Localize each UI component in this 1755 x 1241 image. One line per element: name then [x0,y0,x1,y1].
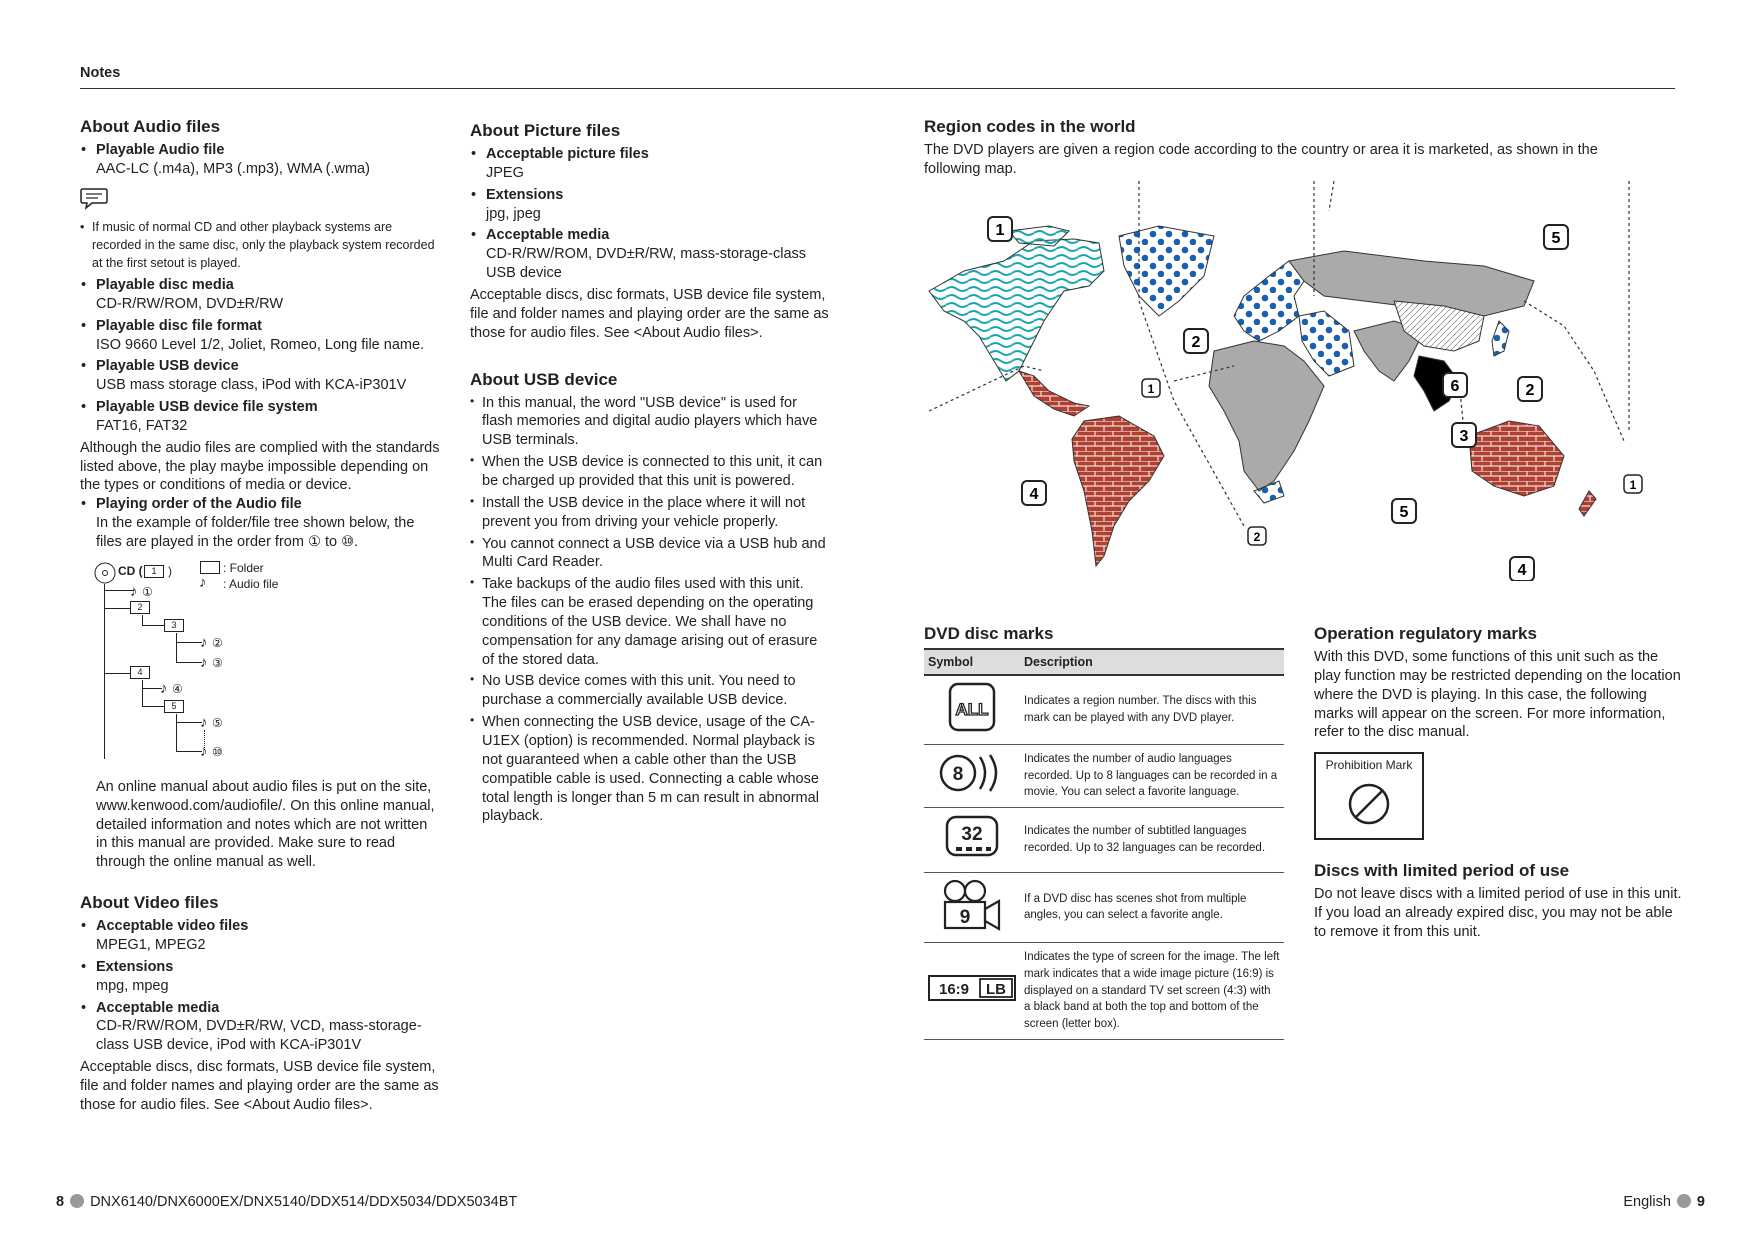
tree-cd-close: ) [168,563,172,578]
region-4-south-america [1072,416,1164,566]
audio-note: • If music of normal CD and other playback systems are recorded in the same disc, only the playback system recorded at the first setout is played. [80,218,440,272]
region-1-north-america [929,226,1104,381]
tree-folder-4: 4 [130,666,150,679]
desc-cell: Indicates the number of audio languages recorded. Up to 8 languages can be recorded in a movie. You can select a favorite language. [1020,744,1284,807]
video-files-value: MPEG1, MPEG2 [96,936,206,953]
picture-list [470,145,830,283]
video-item-files [80,917,440,955]
footer-language: English [1623,1194,1671,1210]
region-1-greenland [1119,226,1214,316]
column-right [924,116,1684,1030]
operation-heading: Operation regulatory marks [1314,624,1537,643]
table-row [924,744,1284,807]
header-divider [80,88,1675,89]
region-all-icon [948,682,996,732]
table-row [924,943,1284,1039]
usb-fs-value: FAT16, FAT32 [96,417,188,434]
picture-heading: About Picture files [470,121,621,140]
tree-folder-2: 2 [130,601,150,614]
symbol-169-text: 16:9 [938,981,970,999]
desc-cell: Indicates a region number. The discs with this mark can be played with any DVD player. [1020,675,1284,744]
region-2-japan [1492,321,1509,356]
usb-item: • When the USB device is connected to this unit, it can be charged up provided that this unit is powered. [470,453,830,491]
symbol-all-cell [924,675,1020,744]
region-heading: Region codes in the world [924,117,1136,136]
aspect-ratio-letterbox-icon [928,974,1016,1002]
operation-para: With this DVD, some functions of this unit such as the play function may be restricted depending on the location where the DVD is playing. In this case, the following marks will appear on the screen. For more information, refer to the disc manual. [1314,649,1681,741]
disc-media-title: • Playable disc media [96,277,234,293]
symbol-subtitle-cell [924,807,1020,872]
region-5-africa [1209,341,1324,491]
table-row [924,675,1284,744]
tree-file-3-num: ③ [212,655,223,670]
audio-languages-icon [938,751,1006,795]
region-label: 5 [1551,229,1561,247]
tree-folder-3: 3 [164,619,184,632]
picture-media-title: • Acceptable media [486,227,610,244]
video-list [80,917,440,1055]
tree-file-5-icon: ♪ [200,713,208,731]
col-desc-header: Description [1020,649,1284,675]
video-files-title: • Acceptable video files [96,918,249,935]
dvd-marks-table [924,648,1284,1040]
table-row [924,872,1284,943]
desc-cell: Indicates the number of subtitled languages recorded. Up to 32 languages can be recorded. [1020,807,1284,872]
region-map [924,181,1644,581]
symbol-angle-cell [924,872,1020,943]
audio-playable-value: AAC-LC (.m4a), MP3 (.mp3), WMA (.wma) [96,160,370,177]
limited-para: Do not leave discs with a limited period of use in this unit. If you load an already expired disc, you may not be able to remove it from this unit. [1314,886,1682,941]
video-item-ext [80,958,440,996]
region-label: 4 [1029,485,1039,503]
tree-file-2-num: ② [212,635,223,650]
region-label: 1 [995,221,1005,239]
audio-file-legend-label: : Audio file [223,576,279,591]
usb-device-title: • Playable USB device [96,358,239,375]
footer-left [56,1193,517,1212]
picture-media-value: CD-R/RW/ROM, DVD±R/RW, mass-storage-class USB device [486,246,807,282]
footer-dot-icon [70,1194,84,1208]
symbol-screen-cell [924,943,1020,1039]
folder-legend-label: : Folder [223,560,264,575]
video-heading: About Video files [80,893,219,913]
dvd-marks-section [924,623,1284,1040]
usb-item: • When connecting the USB device, usage of the CA-U1EX (option) is recommended. Normal playback is not guaranteed when a cable other than the USB compatible cable is used. Connecting a cable whose total length is longer than 5 m can result in abnormal playback. [470,713,830,826]
picture-item-ext [470,186,830,224]
footer-models: DNX6140/DNX6000EX/DNX5140/DDX514/DDX5034/DDX5034BT [90,1194,518,1210]
usb-device-value: USB mass storage class, iPod with KCA-iP301V [96,377,407,394]
picture-ext-value: jpg, jpeg [486,205,541,222]
audio-list [80,141,440,179]
footer-right-page: 9 [1696,1194,1705,1210]
region-label: 1 [1147,381,1155,396]
symbol-audio-text: 8 [952,764,964,786]
column-middle [470,120,830,829]
tree-folder-1: 1 [144,565,164,578]
video-ext-value: mpg, mpeg [96,977,169,994]
order-title: • Playing order of the Audio file [96,496,302,513]
usb-list [470,394,830,827]
cd-disc-icon [94,562,116,584]
region-4-central-america [1019,371,1089,416]
operation-section [1314,623,1684,942]
dvd-marks-heading: DVD disc marks [924,624,1054,643]
video-media-title: • Acceptable media [96,999,220,1016]
audio-item-usb-fs [80,398,440,436]
symbol-all-text: ALL [955,700,989,720]
audio-playable-title: • Playable Audio file [96,142,225,159]
audio-list-2 [80,276,440,436]
desc-cell: Indicates the type of screen for the image. The left mark indicates that a wide image picture (16:9) is displayed on a standard TV set screen (4:3) with a black band at both the top and bottom of the screen (letter box). [1020,943,1284,1039]
region-4-new-zealand [1579,491,1596,516]
picture-para: Acceptable discs, disc formats, USB device file system, file and folder names and playing order are the same as those for audio files. See <About Audio files>. [470,287,829,341]
tree-folder-5: 5 [164,700,184,713]
region-para: The DVD players are given a region code according to the country or area it is marketed, as shown in the following map. [924,142,1598,177]
footer-dot-icon [1677,1194,1691,1208]
region-label: 2 [1253,529,1261,544]
video-item-media [80,999,440,1056]
prohibition-mark-box [1314,752,1424,840]
tree-file-2-icon: ♪ [200,633,208,651]
table-header-row [924,649,1284,675]
audio-standards-para: Although the audio files are complied with the standards listed above, the play maybe impossible depending on the types or conditions of media or device. [80,439,440,494]
video-para: Acceptable discs, disc formats, USB device file system, file and folder names and playing order are the same as those for audio files. See <About Audio files>. [80,1059,439,1113]
usb-item: • Install the USB device in the place where it will not prevent you from driving your vehicle properly. [470,494,830,532]
region-2-europe [1234,261,1304,341]
symbol-subtitle-text: 32 [961,823,983,845]
folder-legend-icon [200,561,220,574]
tree-file-5-num: ⑤ [212,715,223,730]
order-value: In the example of folder/file tree shown below, the files are played in the order from ① to ⑩. [96,515,415,550]
note-icon [80,186,108,210]
video-media-value: CD-R/RW/ROM, DVD±R/RW, VCD, mass-storage-class USB device, iPod with KCA-iP301V [96,1018,422,1054]
usb-fs-title: • Playable USB device file system [96,399,318,416]
tree-file-1-num: ① [142,584,153,599]
audio-list-3 [80,495,440,552]
region-label: 3 [1459,427,1469,445]
audio-heading: About Audio files [80,117,221,136]
tree-cd-label: CD ( [118,563,143,578]
page-header-title: Notes [80,65,121,81]
usb-item: • In this manual, the word "USB device" is used for flash memories and digital audio players which have USB terminals. [470,394,830,451]
tree-file-10-icon: ♪ [200,742,208,760]
audio-online-para: An online manual about audio files is put on the site, www.kenwood.com/audiofile/. On this online manual, detailed information and notes which are not written in this manual are provided. Make sure to read through the online manual as well. [96,778,435,871]
tree-file-4-num: ④ [172,681,183,696]
prohibition-mark-label: Prohibition Mark [1325,758,1413,773]
col-symbol-header: Symbol [924,649,1020,675]
symbol-lb-text: LB [986,981,1006,999]
disc-media-value: CD-R/RW/ROM, DVD±R/RW [96,295,284,312]
folder-tree-diagram [80,558,440,768]
region-label: 2 [1191,333,1201,351]
table-row [924,807,1284,872]
disc-format-title: • Playable disc file format [96,317,263,334]
audio-file-legend-icon: ♪ [199,573,207,591]
picture-ext-title: • Extensions [486,186,564,203]
tree-file-4-icon: ♪ [160,679,168,697]
video-ext-title: • Extensions [96,958,174,975]
usb-item: • Take backups of the audio files used with this unit. The files can be erased depending on the operating conditions of the USB device. We shall have no compensation for any damage arising out of erasure of the stored data. [470,575,830,669]
picture-item-media [470,226,830,283]
audio-item-disc-media [80,276,440,314]
picture-item-files [470,145,830,183]
region-label: 5 [1399,503,1409,521]
symbol-audio-cell [924,744,1020,807]
region-label: 1 [1629,477,1637,492]
region-label: 6 [1450,377,1460,395]
tree-file-3-icon: ♪ [200,653,208,671]
limited-heading: Discs with limited period of use [1314,861,1570,881]
region-label: 2 [1525,381,1535,399]
audio-item-playable [80,141,440,179]
region-4-australia [1469,421,1564,496]
usb-item: • You cannot connect a USB device via a USB hub and Multi Card Reader. [470,535,830,573]
tree-file-1-icon: ♪ [130,582,138,600]
symbol-angle-text: 9 [959,906,971,928]
picture-files-value: JPEG [486,164,524,181]
disc-format-value: ISO 9660 Level 1/2, Joliet, Romeo, Long file name. [96,336,425,353]
usb-item: • No USB device comes with this unit. You need to purchase a commercially available USB device. [470,672,830,710]
column-left [80,116,440,1115]
prohibition-icon [1345,780,1393,828]
usb-heading: About USB device [470,369,618,389]
subtitle-languages-icon [944,814,1000,860]
audio-item-disc-format [80,317,440,355]
multi-angle-camera-icon [941,879,1003,931]
footer-left-page: 8 [56,1194,65,1210]
desc-cell: If a DVD disc has scenes shot from multiple angles, you can select a favorite angle. [1020,872,1284,943]
footer-right [1623,1193,1705,1212]
audio-item-order [80,495,440,552]
region-label: 4 [1517,561,1527,579]
picture-files-title: • Acceptable picture files [486,146,649,163]
audio-item-usb-device [80,357,440,395]
tree-file-10-num: ⑩ [212,744,223,759]
